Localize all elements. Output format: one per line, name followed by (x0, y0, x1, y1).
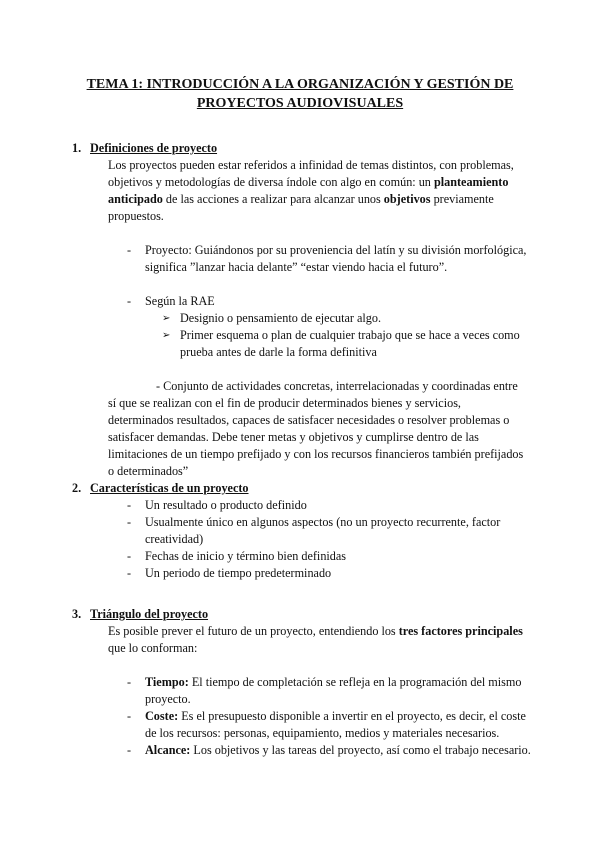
dash-bullet: - (127, 743, 132, 757)
section-intro (108, 623, 528, 657)
dash-bullet: - (127, 675, 132, 689)
title-line-2: PROYECTOS AUDIOVISUALES (196, 96, 404, 111)
intro-bold: planteamiento anticipado (108, 175, 509, 206)
intro-bold: objetivos (383, 192, 431, 206)
dash-bullet: - (127, 549, 132, 563)
list-item (127, 565, 535, 582)
dash-bullet: - (127, 294, 132, 308)
list-item-text: Es el presupuesto disponible a invertir en el proyecto, es decir, el coste de los recursos: personas, equipamiento, medios y materiales necesarios. (145, 709, 526, 740)
section-heading-text: Características de un proyecto (90, 481, 249, 495)
intro-text: de las acciones a realizar para alcanzar unos (162, 192, 384, 206)
list-item (127, 293, 535, 310)
title-line-1: TEMA 1: INTRODUCCIÓN A LA ORGANIZACIÓN Y GESTIÓN DE (86, 77, 514, 92)
list-item-text: Conjunto de actividades concretas, interrelacionadas y coordinadas entre sí que se realizan con el fin de producir determinados bienes y servicios, determinados resultados, capaces de satisfacer necesidades o resolver problemas o satisfacer demandas. Debe tener metas y objetivos y cumplirse dentro de las limitaciones de un tiempo prefijado y con los recursos financieros también prefijados o determinados” (108, 379, 524, 478)
section-heading (72, 140, 530, 157)
section-heading (72, 606, 530, 623)
list-item-text: Fechas de inicio y término bien definidas (145, 549, 347, 563)
dash-bullet: - (127, 498, 132, 512)
list-item-text: El tiempo de completación se refleja en la programación del mismo proyecto. (145, 675, 522, 706)
list-item-term: Coste: (145, 709, 179, 723)
section-triangulo (60, 606, 530, 759)
list-item-text: Proyecto: Guiándonos por su proveniencia del latín y su división morfológica, significa ”lanzar hacia delante” “estar viendo hacia el futuro”. (145, 243, 527, 274)
list-item-text: Usualmente único en algunos aspectos (no un proyecto recurrente, factor creatividad) (145, 515, 501, 546)
sub-list-item-text: Designio o pensamiento de ejecutar algo. (180, 311, 382, 325)
list-item-text: Un resultado o producto definido (145, 498, 307, 512)
section-heading (72, 480, 530, 497)
list-item-term: Tiempo: (145, 675, 189, 689)
list-item (127, 674, 535, 708)
page-title (60, 75, 540, 113)
list-item-paragraph (108, 378, 528, 480)
list-item (127, 514, 535, 548)
dash-bullet: - (127, 243, 132, 257)
list-item-text: Los objetivos y las tareas del proyecto, así como el trabajo necesario. (190, 743, 531, 757)
arrow-bullet-icon: ➢ (162, 313, 171, 324)
list-item (127, 548, 535, 565)
section-number: 2. (72, 481, 82, 495)
section-caracteristicas (60, 480, 530, 582)
sub-list-item-text: Primer esquema o plan de cualquier trabajo que se hace a veces como prueba antes de darle la forma definitiva (180, 328, 520, 359)
list-item-term: Alcance: (145, 743, 191, 757)
intro-text: Los proyectos pueden estar referidos a infinidad de temas distintos, con problemas, objetivos y metodologías de diversa índole con algo en común: un (108, 158, 514, 189)
intro-text: previamente propuestos. (108, 192, 494, 223)
list-item-text: Un periodo de tiempo predeterminado (145, 566, 332, 580)
dash-bullet: - (156, 379, 161, 393)
list-item (127, 242, 535, 276)
dash-bullet: - (127, 515, 132, 529)
intro-bold: tres factores principales (398, 624, 523, 638)
section-heading-text: Definiciones de proyecto (90, 141, 218, 155)
sub-list-item (162, 310, 535, 327)
section-intro (108, 157, 528, 225)
section-heading-text: Triángulo del proyecto (90, 607, 209, 621)
section-number: 3. (72, 607, 82, 621)
arrow-bullet-icon: ➢ (162, 330, 171, 341)
list-item-text: Según la RAE (145, 294, 215, 308)
section-definiciones (60, 140, 530, 480)
section-number: 1. (72, 141, 82, 155)
list-item (127, 497, 535, 514)
intro-text: que lo conforman: (108, 641, 198, 655)
list-item (127, 742, 535, 759)
dash-bullet: - (127, 709, 132, 723)
list-item (127, 708, 535, 742)
sub-list-item (162, 327, 535, 361)
dash-bullet: - (127, 566, 132, 580)
intro-text: Es posible prever el futuro de un proyecto, entendiendo los (108, 624, 399, 638)
